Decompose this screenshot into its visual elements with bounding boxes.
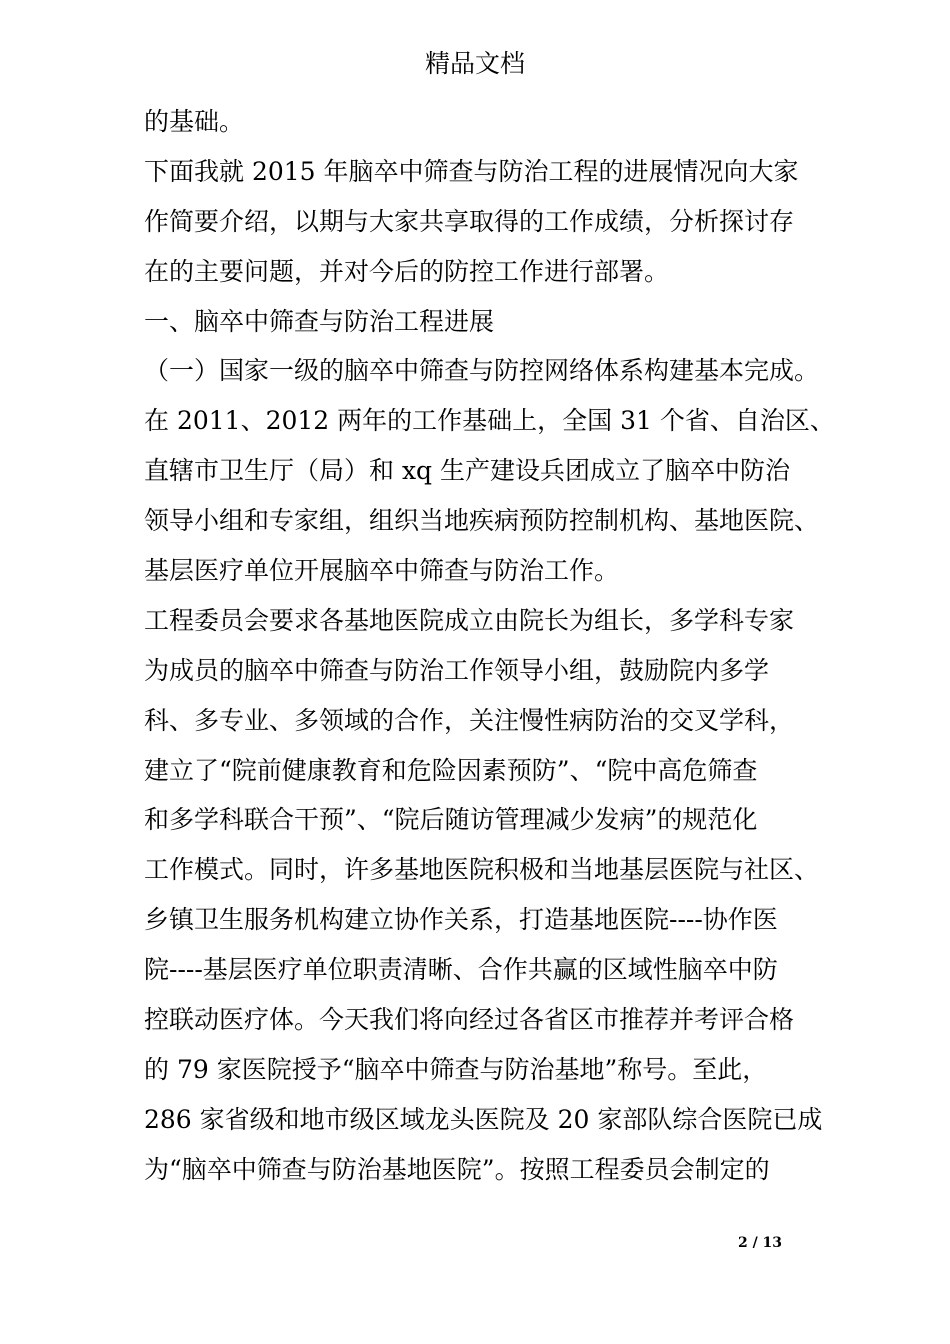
body-line: 领导小组和专家组，组织当地疾病预防控制机构、基地医院、: [144, 506, 820, 536]
section-heading: 一、脑卒中筛查与防治工程进展: [144, 306, 495, 336]
body-line: 控联动医疗体。今天我们将向经过各省区市推荐并考评合格: [144, 1005, 795, 1035]
body-line: 基层医疗单位开展脑卒中筛查与防治工作。: [144, 556, 620, 586]
document-body: [144, 97, 835, 1195]
body-line: 建立了“院前健康教育和危险因素预防”、“院中高危筛查: [144, 755, 758, 785]
body-line: 为“脑卒中筛查与防治基地医院”。按照工程委员会制定的: [144, 1154, 770, 1184]
page-header-title: 精品文档: [424, 49, 525, 78]
body-line: 工作模式。同时，许多基地医院积极和当地基层医院与社区、: [144, 855, 820, 885]
body-line: 为成员的脑卒中筛查与防治工作领导小组，鼓励院内多学: [144, 655, 770, 685]
body-line: 的基础。: [144, 107, 245, 136]
subsection-heading: （一）国家一级的脑卒中筛查与防控网络体系构建基本完成。: [144, 356, 820, 386]
body-line: 直辖市卫生厅（局）和 xq 生产建设兵团成立了脑卒中防治: [144, 456, 790, 486]
body-line: 乡镇卫生服务机构建立协作关系，打造基地医院----协作医: [144, 905, 778, 935]
body-line: 工程委员会要求各基地医院成立由院长为组长，多学科专家: [144, 605, 795, 635]
page-number: 2 / 13: [737, 1235, 783, 1251]
body-line: 科、多专业、多领域的合作，关注慢性病防治的交叉学科，: [144, 705, 795, 735]
body-line: 下面我就 2015 年脑卒中筛查与防治工程的进展情况向大家: [144, 156, 799, 186]
body-line: 286 家省级和地市级区域龙头医院及 20 家部队综合医院已成: [144, 1104, 823, 1134]
body-line: 和多学科联合干预”、“院后随访管理减少发病”的规范化: [144, 805, 758, 835]
body-line: 作简要介绍，以期与大家共享取得的工作成绩，分析探讨存: [144, 206, 795, 236]
body-line: 院----基层医疗单位职责清晰、合作共赢的区域性脑卒中防: [144, 955, 778, 985]
body-line: 在 2011、2012 两年的工作基础上，全国 31 个省、自治区、: [144, 406, 835, 436]
body-line: 的 79 家医院授予“脑卒中筛查与防治基地”称号。至此，: [144, 1054, 768, 1084]
body-line: 在的主要问题，并对今后的防控工作进行部署。: [144, 256, 670, 286]
